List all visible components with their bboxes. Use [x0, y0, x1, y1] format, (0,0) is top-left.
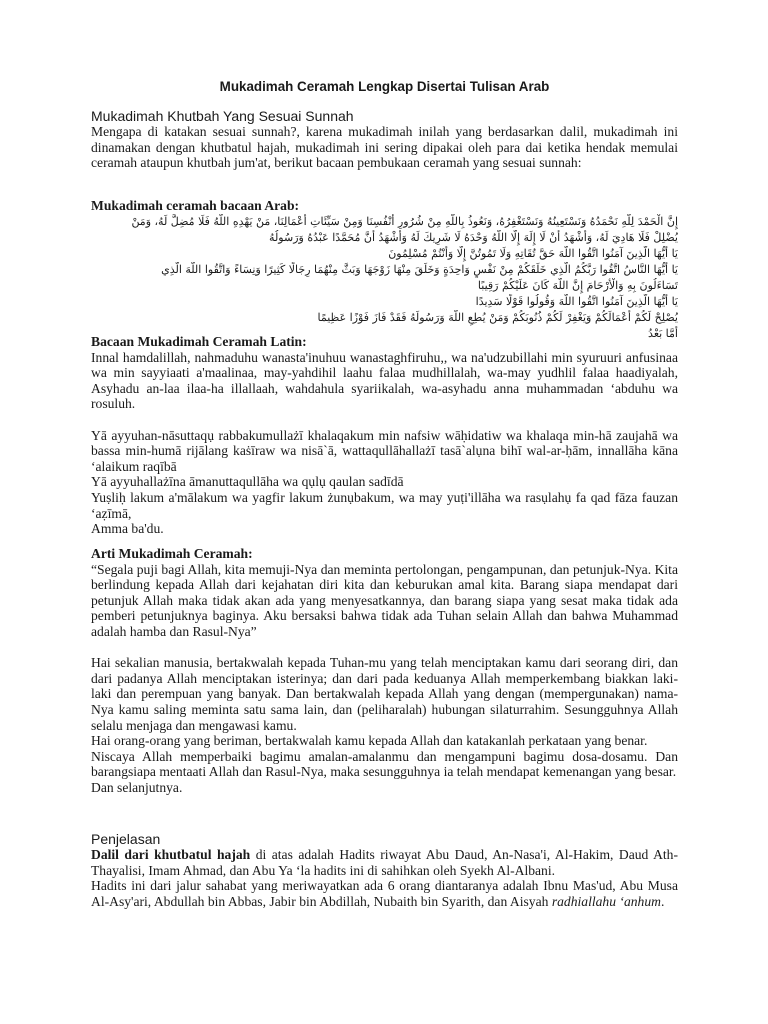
arabic-line: أَمَّا بَعْدُ: [648, 326, 678, 340]
penjelasan-italic: radhiallahu ‘anhum: [551, 893, 661, 909]
penjelasan-paragraph: [91, 878, 678, 909]
penjelasan-text: Hadits ini dari jalur sahabat yang meriwayatkan ada 6 orang diantaranya adalah Ibnu Mas'ud, Abu Musa Al-Asy'ari, Abdullah bin Abbas, Jabir bin Abdillah, Nubaith bin Syarith, dan Aisyah: [91, 878, 678, 909]
intro-paragraph: Mengapa di katakan sesuai sunnah?, karena mukadimah inilah yang berdasarkan dalil, mukadimah ini dinamakan dengan khutbatul hajah, mukadimah ini sering dipakai oleh para dai ketika hendak memulai ceramah ataupun khutbah jum'at, berikut bacaan pembukaan ceramah yang sesuai sunnah:: [91, 124, 678, 171]
penjelasan-end: .: [660, 893, 665, 909]
arabic-line: يُصْلِحْ لَكُمْ أَعْمَالَكُمْ وَيَغْفِرْ لَكُمْ ذُنُوبَكُمْ وَمَنْ يُطِعِ اللَّهَ وَرَسُولَهُ فَقَدْ فَازَ فَوْزًا عَظِيمًا: [317, 310, 678, 324]
arti-paragraph: “Segala puji bagi Allah, kita memuji-Nya dan meminta pertolongan, pengampunan, dan petunjuk-Nya. Kita berlindung kepada Allah dari kejahatan diri kita dan keburukan amal kita. Barang siapa mendapat dari petunjuk Allah maka tidak akan ada yang menyesatkannya, dan barang siapa yang sesat maka tidak ada pemberi petunjuknya baginya. Aku bersaksi bahwa tidak ada Tuhan selain Allah dan bahwa Muhammad adalah hamba dan Rasul-Nya”: [91, 561, 678, 639]
penjelasan-bold-term: Dalil dari khutbatul hajah: [91, 847, 251, 862]
latin-section: [91, 334, 678, 537]
intro-section: [91, 108, 678, 171]
penjelasan-text: di atas adalah Hadits riwayat Abu Daud, An-Nasa'i, Al-Hakim, Daud Ath-Thayalisi, Imam Ahmad, dan Abu Ya ‘la hadits ini di sahihkan oleh Syekh Al-Albani.: [91, 847, 678, 878]
latin-paragraph: Amma ba'du.: [91, 521, 164, 537]
latin-heading: Bacaan Mukadimah Ceramah Latin:: [91, 334, 307, 349]
arti-section: [91, 546, 678, 796]
arti-paragraph: Niscaya Allah memperbaiki bagimu amalan-amalanmu dan mengampuni bagimu dosa-dosamu. Dan barangsiapa mentaati Allah dan Rasul-Nya, maka sesungguhnya ia telah mendapat kemenangan yang besar.: [91, 748, 678, 780]
arabic-heading: Mukadimah ceramah bacaan Arab:: [91, 198, 300, 213]
penjelasan-paragraph: [91, 847, 678, 878]
arabic-line: يُضْلِلْ فَلَا هَادِيَ لَهُ، وَأَشْهَدُ أَنْ لَا إِلَهَ إِلَّا اللَّهُ وَحْدَهُ لَا شَرِيكَ لَهُ وَأَشْهَدُ أَنَّ مُحَمَّدًا عَبْدُهُ وَرَسُولُهُ: [269, 230, 678, 244]
document-title: Mukadimah Ceramah Lengkap Disertai Tulisan Arab: [219, 79, 550, 94]
arti-heading: Arti Mukadimah Ceramah:: [91, 546, 253, 561]
arabic-line: تَسَاءَلُونَ بِهِ وَالْأَرْحَامَ إِنَّ اللَّهَ كَانَ عَلَيْكُمْ رَقِيبًا: [477, 278, 678, 292]
arabic-line: إِنَّ الْحَمْدَ لِلَّهِ نَحْمَدُهُ وَنَسْتَعِينُهُ وَنَسْتَغْفِرُهُ، وَنَعُوذُ بِاللَّهِ مِنْ شُرُورِ أَنْفُسِنَا وَمِنْ سَيِّئَاتِ أَعْمَالِنَا، مَنْ يَهْدِهِ اللَّهُ فَلَا مُضِلَّ لَهُ، وَمَنْ: [131, 214, 678, 228]
latin-paragraph: Yā ayyuhallażīna āmanuttaqullāha wa qụlụ qaulan sadīdā: [91, 474, 404, 490]
intro-heading: Mukadimah Khutbah Yang Sesuai Sunnah: [91, 108, 354, 124]
arabic-section: [91, 198, 678, 342]
arti-paragraph: Dan selanjutnya.: [91, 779, 183, 795]
arabic-line: يَا أَيُّهَا الَّذِينَ آمَنُوا اتَّقُوا اللَّهَ وَقُولُوا قَوْلًا سَدِيدًا: [475, 294, 678, 308]
arti-paragraph: Hai orang-orang yang beriman, bertakwalah kamu kepada Allah dan katakanlah perkataan yang benar.: [91, 733, 648, 749]
arti-paragraph: Hai sekalian manusia, bertakwalah kepada Tuhan-mu yang telah menciptakan kamu dari seorang diri, dan dari padanya Allah menciptakan isterinya; dan dari pada keduanya Allah memperkembang biakkan laki-laki dan perempuan yang banyak. Dan bertakwalah kepada Allah yang dengan (mempergunakan) nama-Nya kamu saling meminta satu sama lain, dan (peliharalah) hubungan silaturrahim. Sesungguhnya Allah selalu menjaga dan mengawasi kamu.: [91, 655, 678, 733]
latin-paragraph: Innal hamdalillah, nahmaduhu wanasta'inuhuu wanastaghfiruhu,, wa na'udzubillahi min syuruuri anfusinaa wa min sayyiaati a'maalinaa, may-yahdihil laahu falaa mudhillalah, wa-may yudhlil falaa haadiyalah, Asyhadu an-laa ilaa-ha illallaah, wahdahula syariikalah, wa-asyhadu anna muhammadan ‘abduhu wa rosuluh.: [91, 349, 678, 412]
arabic-line: يَا أَيُّهَا الَّذِينَ آمَنُوا اتَّقُوا اللَّهَ حَقَّ تُقَاتِهِ وَلَا تَمُوتُنَّ إِلَّا وَأَنْتُمْ مُسْلِمُونَ: [388, 246, 678, 260]
arabic-line: يَا أَيُّهَا النَّاسُ اتَّقُوا رَبَّكُمُ الَّذِي خَلَقَكُمْ مِنْ نَفْسٍ وَاحِدَةٍ وَخَلَقَ مِنْهَا زَوْجَهَا وَبَثَّ مِنْهُمَا رِجَالًا كَثِيرًا وَنِسَاءً وَاتَّقُوا اللَّهَ الَّذِي: [161, 262, 678, 276]
latin-paragraph: Yā ayyuhan-nāsuttaqụ rabbakumullażī khalaqakum min nafsiw wāḥidatiw wa khalaqa min-hā zaujahā wa bassa min-humā rijālang kaṡīraw wa nisā`ā, wattaqullāhallażī tasā`alụna bihī wal-ar-ḥām, innallāha kāna ‘alaikum raqībā: [91, 427, 678, 474]
latin-paragraph: Yuṣliḥ lakum a'mālakum wa yagfir lakum żunụbakum, wa may yuṭi'illāha wa rasụlahụ fa qad fāza fauzan ‘aẓīmā,: [91, 489, 678, 521]
penjelasan-heading: Penjelasan: [91, 831, 161, 847]
penjelasan-section: [91, 831, 678, 909]
